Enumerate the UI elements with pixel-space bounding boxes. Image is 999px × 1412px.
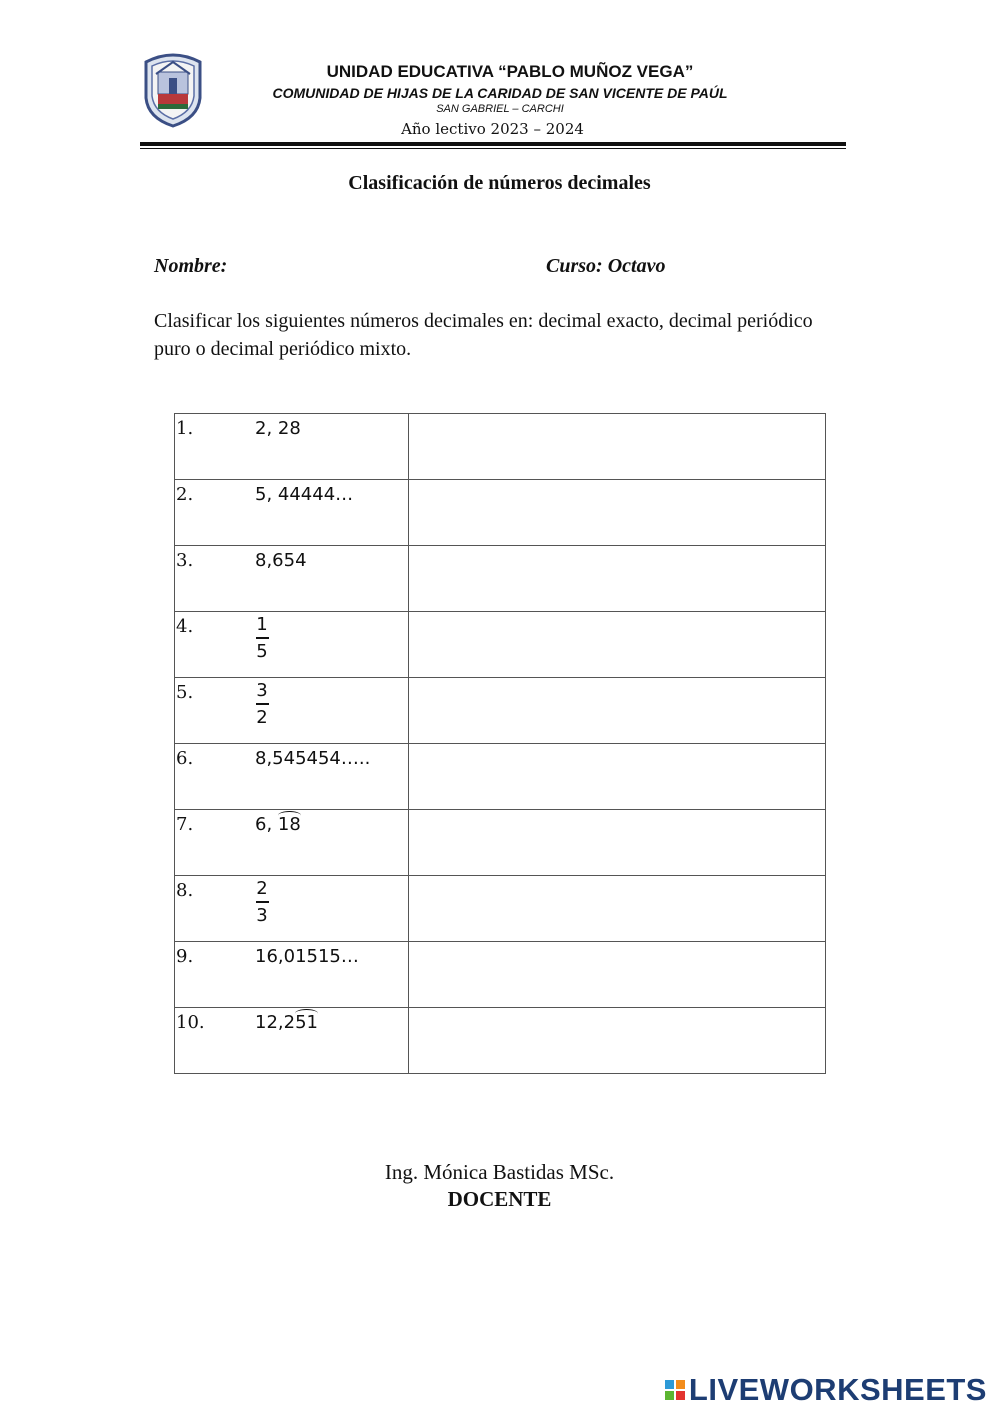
- item-number: 2.: [176, 484, 194, 505]
- item-value: 8,545454…..: [255, 748, 371, 769]
- classification-table: [174, 413, 826, 1074]
- liveworksheets-icon: [665, 1380, 685, 1400]
- name-label: Nombre:: [154, 255, 228, 277]
- header-rule: [140, 142, 846, 146]
- table-row: [175, 876, 826, 942]
- repeating-period: 51: [295, 1012, 318, 1033]
- answer-cell[interactable]: [409, 546, 826, 612]
- numerator: 1: [256, 614, 268, 635]
- repeating-period: 18: [277, 814, 301, 835]
- table-row: [175, 942, 826, 1008]
- answer-cell[interactable]: [409, 744, 826, 810]
- denominator: 2: [256, 706, 268, 728]
- table-row: [175, 546, 826, 612]
- item-fraction: [255, 680, 269, 728]
- table-row: [175, 678, 826, 744]
- item-number: 4.: [176, 616, 194, 637]
- liveworksheets-logo: [665, 1372, 987, 1408]
- table-row: [175, 744, 826, 810]
- answer-cell[interactable]: [409, 480, 826, 546]
- item-number: 6.: [176, 748, 194, 769]
- school-year: Año lectivo 2023 – 2024: [401, 120, 584, 138]
- item-value: 8,654: [255, 550, 307, 571]
- item-number: 9.: [176, 946, 194, 967]
- item-number: 1.: [176, 418, 194, 439]
- teacher-name: Ing. Mónica Bastidas MSc.: [384, 1160, 615, 1184]
- item-value: 5, 44444…: [255, 484, 354, 505]
- item-fraction: [255, 878, 269, 926]
- answer-cell[interactable]: [409, 612, 826, 678]
- location: SAN GABRIEL – CARCHI: [436, 103, 564, 115]
- item-value: 2, 28: [255, 418, 301, 439]
- answer-cell[interactable]: [409, 414, 826, 480]
- school-name: UNIDAD EDUCATIVA “PABLO MUÑOZ VEGA”: [326, 62, 694, 81]
- table-row: [175, 414, 826, 480]
- item-number: 3.: [176, 550, 194, 571]
- table-row: [175, 810, 826, 876]
- answer-cell[interactable]: [409, 678, 826, 744]
- item-fraction: [255, 614, 269, 662]
- item-number: 10.: [176, 1012, 205, 1033]
- answer-cell[interactable]: [409, 876, 826, 942]
- answer-cell[interactable]: [409, 810, 826, 876]
- table-row: [175, 1008, 826, 1074]
- item-number: 7.: [176, 814, 194, 835]
- numerator: 3: [256, 680, 268, 701]
- answer-cell[interactable]: [409, 942, 826, 1008]
- liveworksheets-text: LIVEWORKSHEETS: [688, 1372, 987, 1407]
- table-row: [175, 480, 826, 546]
- table-row: [175, 612, 826, 678]
- teacher-role: DOCENTE: [447, 1187, 552, 1211]
- denominator: 3: [256, 904, 268, 926]
- denominator: 5: [256, 640, 268, 662]
- numerator: 2: [256, 878, 268, 899]
- item-number: 5.: [176, 682, 194, 703]
- header-rule-thin: [140, 148, 846, 149]
- item-value: 16,01515…: [255, 946, 359, 967]
- item-value: [255, 1012, 318, 1033]
- item-value: [255, 814, 301, 835]
- course-label: Curso: Octavo: [546, 255, 666, 277]
- instructions: Clasificar los siguientes números decimales en: decimal exacto, decimal periódico puro o decimal periódico mixto.: [154, 310, 813, 360]
- community-name: COMUNIDAD DE HIJAS DE LA CARIDAD DE SAN VICENTE DE PAÚL: [272, 85, 728, 101]
- value-prefix: 6,: [255, 814, 278, 835]
- page-title: Clasificación de números decimales: [348, 172, 651, 194]
- item-number: 8.: [176, 880, 194, 901]
- value-prefix: 12,2: [255, 1012, 296, 1033]
- answer-cell[interactable]: [409, 1008, 826, 1074]
